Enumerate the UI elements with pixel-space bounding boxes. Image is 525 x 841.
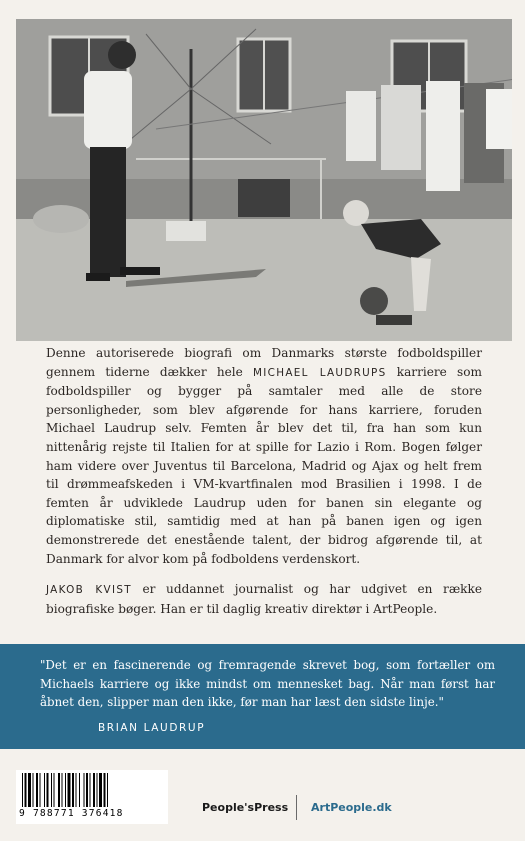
- review-quote: [40, 656, 495, 712]
- description-text-rest: karriere som fodboldspiller og bygger på samtaler med alle de store personligheder, som blev afgørende for hans karriere, foruden Michael Laudrup selv. Femten år blev det til, fra han som kun nittenårig rejste til Italien for at spille for Lazio i Rom. Bogen følger ham videre over Juventus til Barcelona, Madrid og Ajax og helt frem til drømmeafskeden i VM-kvartfinalen mod Brasilien i 1998. I de femten år udviklede Laudrup uden for banen sin elegante og diplomatiske stil, samtidig med at han på banen igen og igen demonstrerede det enestående talent, der bidrog afgørende til, at Danmark for alvor kom på fodboldens verdenskort.: [46, 364, 483, 566]
- author-name: JAKOB KVIST: [46, 584, 132, 597]
- imprint-link[interactable]: ArtPeople.dk: [311, 801, 392, 814]
- book-description: [46, 344, 482, 618]
- author-paragraph: [46, 580, 482, 618]
- description-paragraph: [46, 344, 482, 568]
- quote-author: BRIAN LAUDRUP: [98, 722, 206, 734]
- publisher-name: People'sPress: [202, 801, 289, 814]
- cover-photo: [16, 19, 512, 341]
- isbn-number: 9 788771 376418: [19, 808, 124, 819]
- subject-name: MICHAEL LAUDRUPS: [253, 366, 387, 379]
- author-bio-text: er uddannet journalist og har udgivet en række biografiske bøger. Han er til daglig kreativ direktør i ArtPeople.: [46, 582, 482, 616]
- barcode-bars: [20, 773, 164, 807]
- barcode: [16, 770, 168, 824]
- description-text-start: Denne autoriserede biografi om Danmarks største fodboldspiller gennem tiderne dækker hele: [46, 346, 482, 379]
- quote-text: "Det er en fascinerende og fremragende skrevet bog, som fortæller om Michaels karriere og ikke mindst om mennesket bag. Når man først har åbnet den, slipper man den ikke, før man har læst den sidste linje.": [40, 658, 495, 709]
- cover-photo-illustration: [16, 19, 512, 341]
- publisher-divider: [296, 795, 297, 820]
